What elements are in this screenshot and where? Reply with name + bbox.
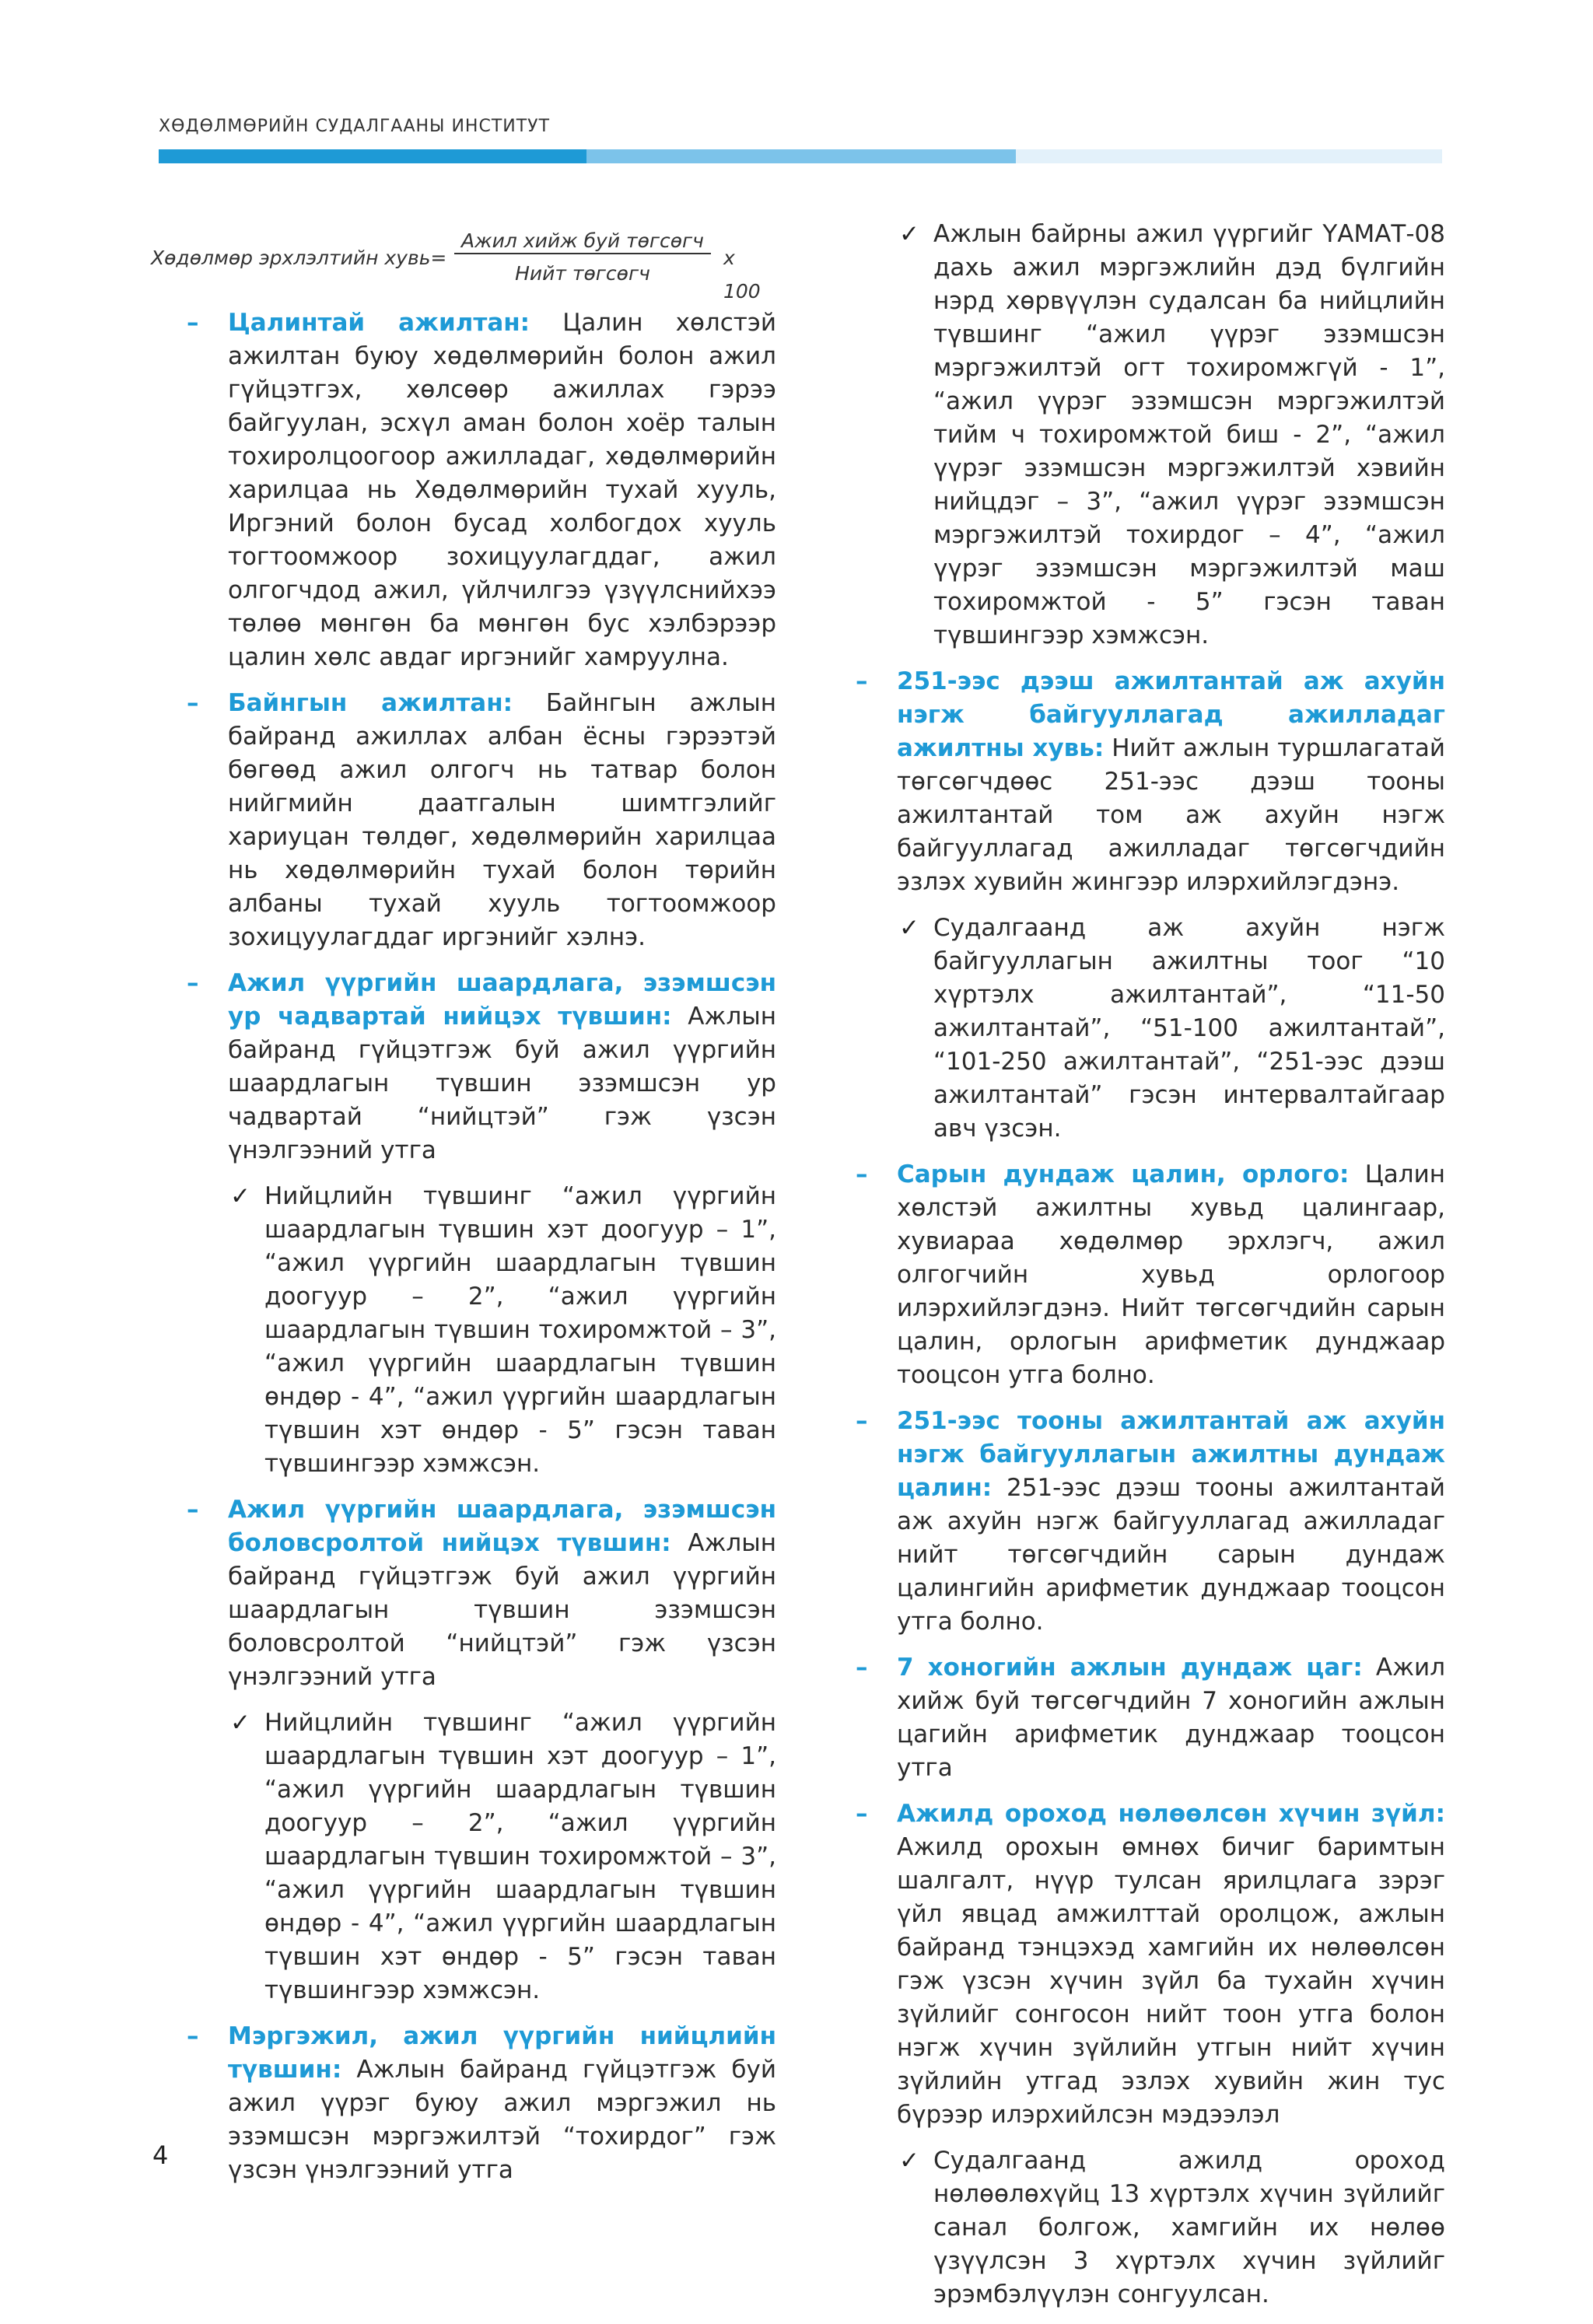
definition-term: 7 хоногийн ажлын дундаж цаг: [897,1654,1363,1682]
checkmark-note [839,912,1445,1146]
definition-item [170,1493,776,1694]
dash-bullet: – [187,309,199,337]
dash-bullet: – [856,1407,868,1435]
definition-item [839,1797,1445,2132]
formula-label: Хөдөлмөр эрхлэлтийн хувь= [151,247,447,269]
checkmark-icon: ✓ [230,1709,250,1737]
checkmark-icon: ✓ [899,2147,919,2175]
note-text: Нийцлийн түвшинг “ажил үүргийн шаардлагын түвшин хэт доогуур – 1”, “ажил үүргийн шаардлагын түвшин доогуур – 2”, “ажил үүргийн шаардлагын түвшин тохиромжтой – 3”, “ажил үүргийн шаардлагын түвшин өндөр - 4”, “ажил үүргийн шаардлагын түвшин хэт өндөр - 5” гэсэн таван түвшингээр хэмжсэн. [264,1182,776,1478]
dash-bullet: – [187,969,199,997]
right-column [839,218,1445,2324]
definition-item [839,1158,1445,1392]
definition-text: Байнгын ажлын байранд ажиллах албан ёсны гэрээтэй бөгөөд ажил олгогч нь татвар болон нийгмийн даатгалын шимтгэлийг хариуцан төлдөг, хөдөлмөрийн харилцаа нь хөдөлмөрийн тухай болон төрийн албаны тухай хууль тогтоомжоор зохицуулагддаг иргэнийг хэлнэ. [228,689,776,951]
definition-text: Цалин хөлстэй ажилтны хувьд цалингаар, хувиараа хөдөлмөр эрхлэгч, ажил олгогчийн хувьд орлогоор илэрхийлэгдэнэ. Нийт төгсөгчдийн сарын цалин, орлогын арифметик дунджаар тооцсон утга болно. [897,1160,1445,1389]
checkmark-icon: ✓ [899,914,919,942]
header-bar-segment [586,149,1016,163]
definition-text: Ажлын байранд гүйцэтгэж буй ажил үүргийн шаардлагын түвшин эзэмшсэн боловсролтой “нийцтэй” гэж үзсэн үнэлгээний утга [228,1529,776,1691]
note-text: Судалгаанд ажилд ороход нөлөөлөхүйц 13 хүртэлх хүчин зүйлийг санал болгож, хамгийн их нөлөө үзүүлсэн 3 хүртэлх хүчин зүйлийг эрэмбэлүүлэн сонгуулсан. [933,2147,1445,2308]
left-column [151,218,777,2200]
dash-bullet: – [856,1800,868,1828]
definition-term: 251-ээс тооны ажилтантай аж ахуйн нэгж байгууллагын ажилтны дундаж цалин: [897,1407,1445,1502]
definition-item [839,1651,1445,1785]
checkmark-icon: ✓ [230,1182,250,1210]
definition-item [170,687,776,954]
definition-item [170,2020,776,2187]
fraction-line [454,253,711,254]
definition-text: Нийт ажлын туршлагатай төгсөгчдөөс 251-ээс дээш тооны ажилтантай том аж ахуйн нэгж байгууллагад ажилладаг төгсөгчдийн эзлэх хувийн жингээр илэрхийлэгдэнэ. [897,734,1445,896]
header-color-bar [159,149,1442,163]
dash-bullet: – [187,689,199,717]
definition-item [170,967,776,1167]
dash-bullet: – [856,1160,868,1188]
dash-bullet: – [187,1496,199,1524]
header-title: ХӨДӨЛМӨРИЙН СУДАЛГААНЫ ИНСТИТУТ [159,117,551,136]
header-bar-segment [1016,149,1442,163]
formula-numerator: Ажил хийж буй төгсөгч [461,229,704,252]
dash-bullet: – [187,2022,199,2050]
note-text: Судалгаанд аж ахуйн нэгж байгууллагын ажилтны тоог “10 хүртэлх ажилтантай”, “11-50 ажилтантай”, “51-100 ажилтантай”, “101-250 ажилтантай”, “251-ээс дээш ажилтантай” гэсэн интервалтайгаар авч үзсэн. [933,914,1445,1143]
definition-term: 251-ээс дээш ажилтантай аж ахуйн нэгж байгууллагад ажилладаг ажилтны хувь: [897,667,1445,762]
formula-multiplier: x 100 [723,247,761,303]
definition-item [170,306,776,674]
definition-term: Ажил үүргийн шаардлага, эзэмшсэн боловсролтой нийцэх түвшин: [228,1496,776,1557]
checkmark-icon: ✓ [899,220,919,248]
definition-term: Сарын дундаж цалин, орлого: [897,1160,1350,1188]
definition-term: Цалинтай ажилтан: [228,309,530,337]
checkmark-note [170,1180,776,1481]
definition-item [839,665,1445,899]
dash-bullet: – [856,667,868,695]
checkmark-note [839,2144,1445,2312]
checkmark-note [839,218,1445,653]
definition-item [839,1405,1445,1639]
note-text: Нийцлийн түвшинг “ажил үүргийн шаардлагын түвшин хэт доогуур – 1”, “ажил үүргийн шаардлагын түвшин доогуур – 2”, “ажил үүргийн шаардлагын түвшин тохиромжтой – 3”, “ажил үүргийн шаардлагын түвшин өндөр - 4”, “ажил үүргийн шаардлагын түвшин хэт өндөр - 5” гэсэн таван түвшингээр хэмжсэн. [264,1709,776,2004]
dash-bullet: – [856,1654,868,1682]
definition-term: Ажил үүргийн шаардлага, эзэмшсэн ур чадвартай нийцэх түвшин: [228,969,776,1031]
definition-term: Ажилд ороход нөлөөлсөн хүчин зүйл: [897,1800,1445,1828]
note-text: Ажлын байрны ажил үүргийг ҮАМАТ-08 дахь ажил мэргэжлийн дэд бүлгийн нэрд хөрвүүлэн судалсан ба нийцлийн түвшинг “ажил үүрэг эзэмшсэн мэргэжилтэй огт тохиромжгүй - 1”, “ажил үүрэг эзэмшсэн мэргэжилтэй тийм ч тохиромжтой биш - 2”, “ажил үүрэг эзэмшсэн мэргэжилтэй хэвийн нийцдэг – 3”, “ажил үүрэг эзэмшсэн мэргэжилтэй тохирдог – 4”, “ажил үүрэг эзэмшсэн мэргэжилтэй маш тохиромжтой - 5” гэсэн таван түвшингээр хэмжсэн. [933,220,1445,649]
definition-text: Ажлын байранд гүйцэтгэж буй ажил үүргийн шаардлагын түвшин эзэмшсэн ур чадвартай “нийцтэй” гэж үзсэн үнэлгээний утга [228,1003,777,1164]
definition-text: Ажил хийж буй төгсөгчдийн 7 хоногийн ажлын цагийн арифметик дунджаар тооцсон утга [897,1654,1446,1782]
definition-text: Ажлын байранд гүйцэтгэж буй ажил үүрэг буюу ажил мэргэжил нь эзэмшсэн мэргэжилтэй “тохирдог” гэж үзсэн үнэлгээний утга [228,2056,776,2184]
employment-rate-formula [151,218,776,303]
definition-text: 251-ээс дээш тооны ажилтантай аж ахуйн нэгж байгууллагад ажилладаг нийт төгсөгчдийн сарын дундаж цалингийн арифметик дунджаар тооцсон утга болно. [897,1474,1445,1636]
definition-text: Цалин хөлстэй ажилтан буюу хөдөлмөрийн болон ажил гүйцэтгэх, хөлсөөр ажиллах гэрээ байгуулан, эсхүл аман болон хоёр талын тохиролцоогоор ажилладаг, хөдөлмөрийн харилцаа нь Хөдөлмөрийн тухай хууль, Иргэний болон бусад холбогдох хууль тогтоомжоор зохицуулагддаг, ажил олгогчдод ажил, үйлчилгээ үзүүлснийхээ төлөө мөнгөн ба мөнгөн бус хэлбэрээр цалин хөлс авдаг иргэнийг хамруулна. [228,309,777,671]
page-number: 4 [152,2140,169,2170]
header-bar-segment [159,149,586,163]
definition-text: Ажилд орохын өмнөх бичиг баримтын шалгалт, нүүр тулсан ярилцлага зэрэг үйл явцад амжилттай оролцож, ажлын байранд тэнцэхэд хамгийн их нөлөөлсөн гэж үзсэн хүчин зүйл ба тухайн хүчин зүйлийг сонгосон нийт тоон утга болон нэгж хүчин зүйлийн утгын нийт хүчин зүйлийн утгад эзлэх хувийн жин тус бүрээр илэрхийлсэн мэдээлэл [897,1833,1445,2129]
checkmark-note [170,1706,776,2007]
definition-term: Мэргэжил, ажил үүргийн нийцлийн түвшин: [228,2022,776,2084]
definition-term: Байнгын ажилтан: [228,689,513,717]
formula-denominator: Нийт төгсөгч [515,262,650,285]
